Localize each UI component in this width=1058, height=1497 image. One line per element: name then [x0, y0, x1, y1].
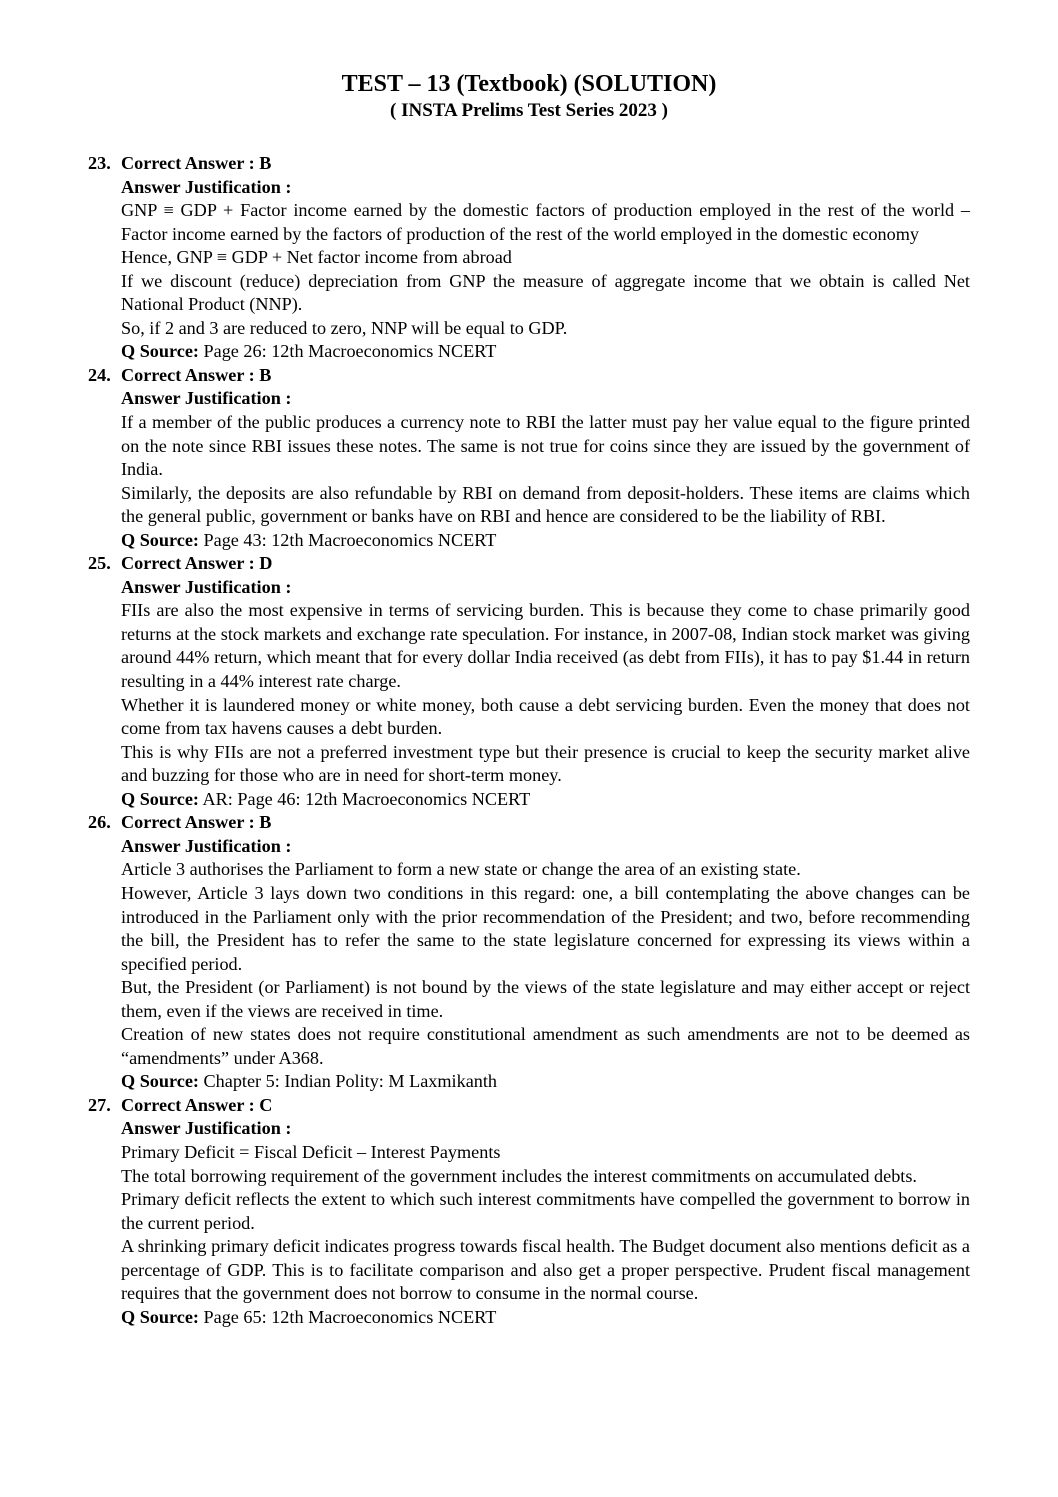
- justification-text: [121, 411, 970, 529]
- correct-answer: [121, 152, 970, 176]
- justification-text: [121, 599, 970, 787]
- correct-answer-value: B: [259, 153, 272, 173]
- question-source: [121, 1070, 970, 1094]
- justification-paragraph: The total borrowing requirement of the government includes the interest commitments on accumulated debts.: [121, 1165, 917, 1186]
- justification-paragraph: But, the President (or Parliament) is not bound by the views of the state legislature and may either accept or reject them, even if the views are received in time.: [121, 977, 970, 1021]
- question-number: 26.: [88, 812, 111, 833]
- justification-paragraph: If we discount (reduce) depreciation from GNP the measure of aggregate income that we obtain is called Net National Product (NNP).: [121, 270, 970, 315]
- solution-item: [88, 152, 970, 364]
- question-source: [121, 1306, 970, 1330]
- correct-answer: [121, 552, 970, 576]
- justification-paragraph: This is why FIIs are not a preferred investment type but their presence is crucial to keep the security market alive and buzzing for those who are in need for short-term money.: [121, 741, 970, 786]
- page-title: TEST – 13 (Textbook) (SOLUTION): [341, 71, 717, 97]
- correct-answer-label: Correct Answer :: [121, 153, 260, 173]
- source-text: AR: Page 46: 12th Macroeconomics NCERT: [198, 788, 531, 809]
- correct-answer-value: D: [259, 553, 273, 574]
- solutions-list: [88, 152, 970, 1329]
- justification-text: [121, 858, 970, 1070]
- question-source: [121, 788, 970, 812]
- justification-paragraph: Whether it is laundered money or white money, both cause a debt servicing burden. Even the money that does not come from tax havens causes a debt burden.: [121, 694, 970, 739]
- source-text: Page 65: 12th Macroeconomics NCERT: [198, 1306, 497, 1327]
- justification-text: [121, 1141, 970, 1306]
- justification-heading: Answer Justification :: [121, 835, 292, 856]
- source-label: Q Source:: [121, 529, 199, 550]
- justification-paragraph: Primary Deficit = Fiscal Deficit – Interest Payments: [121, 1141, 501, 1162]
- question-number: 23.: [88, 153, 111, 173]
- source-label: Q Source:: [121, 1071, 199, 1092]
- correct-answer-label: Correct Answer :: [121, 553, 260, 574]
- justification-paragraph: FIIs are also the most expensive in terms of servicing burden. This is because they come to chase primarily good returns at the stock markets and exchange rate speculation. For instance, in 2007-08, Indian stock market was giving around 44% return, which meant that for every dollar India received (as debt from FIIs), it has to pay $1.44 in return resulting in a 44% interest rate charge.: [121, 600, 970, 692]
- justification-paragraph: Hence, GNP ≡ GDP + Net factor income from abroad: [121, 247, 512, 268]
- justification-heading: Answer Justification :: [121, 1118, 292, 1139]
- justification-paragraph: GNP ≡ GDP + Factor income earned by the domestic factors of production employed in the rest of the world – Factor income earned by the factors of production of the rest of the world employed in the domestic economy: [121, 200, 970, 244]
- question-number: 27.: [88, 1094, 111, 1115]
- correct-answer-value: C: [259, 1094, 273, 1115]
- question-number: 25.: [88, 553, 111, 574]
- correct-answer: [121, 811, 970, 835]
- justification-paragraph: Primary deficit reflects the extent to which such interest commitments have compelled the government to borrow in the current period.: [121, 1189, 970, 1233]
- justification-text: [121, 199, 970, 340]
- justification-paragraph: A shrinking primary deficit indicates progress towards fiscal health. The Budget document also mentions deficit as a percentage of GDP. This is to facilitate comparison and also get a proper perspective. Prudent fiscal management requires that the government does not borrow to consume in the normal course.: [121, 1236, 970, 1304]
- correct-answer: [121, 1094, 970, 1118]
- source-label: Q Source:: [121, 1306, 199, 1327]
- source-text: Page 43: 12th Macroeconomics NCERT: [198, 529, 497, 550]
- source-text: Page 26: 12th Macroeconomics NCERT: [198, 341, 497, 362]
- correct-answer-value: B: [259, 364, 272, 385]
- justification-heading: Answer Justification :: [121, 388, 292, 409]
- justification-paragraph: Similarly, the deposits are also refundable by RBI on demand from deposit-holders. These items are claims which the general public, government or banks have on RBI and hence are considered to be the liability of RBI.: [121, 482, 970, 527]
- correct-answer: [121, 364, 970, 388]
- correct-answer-label: Correct Answer :: [121, 812, 260, 833]
- source-text: Chapter 5: Indian Polity: M Laxmikanth: [198, 1071, 498, 1092]
- page-subtitle: ( INSTA Prelims Test Series 2023 ): [390, 100, 668, 121]
- question-number: 24.: [88, 364, 111, 385]
- solution-item: [88, 552, 970, 811]
- correct-answer-value: B: [259, 812, 272, 833]
- source-label: Q Source:: [121, 788, 199, 809]
- justification-heading: Answer Justification :: [121, 576, 292, 597]
- source-label: Q Source:: [121, 341, 199, 362]
- justification-paragraph: However, Article 3 lays down two conditions in this regard: one, a bill contemplating the above changes can be introduced in the Parliament only with the prior recommendation of the President; and two, before recommending the bill, the President has to refer the same to the state legislature concerned for expressing its views within a specified period.: [121, 882, 970, 974]
- justification-heading: Answer Justification :: [121, 176, 292, 197]
- justification-paragraph: If a member of the public produces a currency note to RBI the latter must pay her value equal to the figure printed on the note since RBI issues these notes. The same is not true for coins since they are issued by the government of India.: [121, 412, 970, 480]
- correct-answer-label: Correct Answer :: [121, 1094, 260, 1115]
- justification-paragraph: Article 3 authorises the Parliament to form a new state or change the area of an existing state.: [121, 859, 801, 880]
- correct-answer-label: Correct Answer :: [121, 364, 260, 385]
- question-source: [121, 340, 970, 364]
- justification-paragraph: Creation of new states does not require constitutional amendment as such amendments are not to be deemed as “amendments” under A368.: [121, 1024, 970, 1068]
- solution-item: [88, 811, 970, 1094]
- justification-paragraph: So, if 2 and 3 are reduced to zero, NNP will be equal to GDP.: [121, 317, 568, 338]
- solution-item: [88, 364, 970, 552]
- question-source: [121, 529, 970, 553]
- solution-item: [88, 1094, 970, 1329]
